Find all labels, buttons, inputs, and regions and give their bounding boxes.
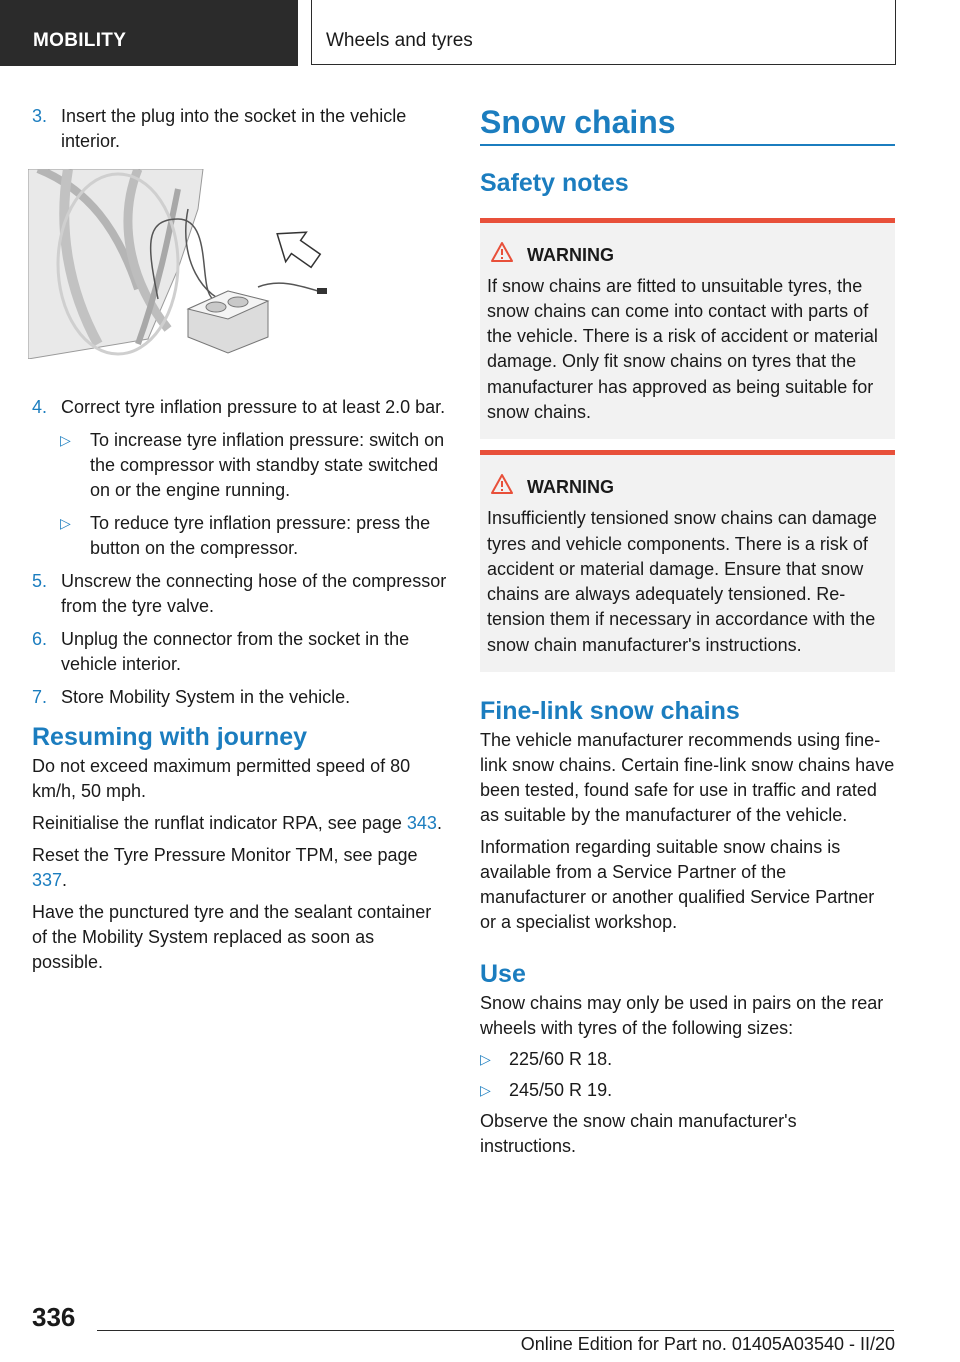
fine-link-heading: Fine-link snow chains xyxy=(480,697,740,726)
resume-paragraph-4: Have the punctured tyre and the sealant container of the Mobility System replaced as soon as possible. xyxy=(32,902,432,972)
step-number: 7. xyxy=(32,687,48,707)
resume-paragraph-3: Reset the Tyre Pressure Monitor TPM, see page 337. xyxy=(32,845,418,890)
warning-text: If snow chains are fitted to unsuitable tyres, the snow chains can come into contact with parts of the vehicle. There is a risk of accident or material damage. Only fit snow chains on tyres that the manufacturer has approved as being suitable for snow chains. xyxy=(487,275,878,422)
warning-label: WARNING xyxy=(527,477,614,498)
triangle-bullet-icon: ▷ xyxy=(480,1082,491,1099)
warning-title xyxy=(527,475,889,500)
step-6 xyxy=(32,627,450,677)
fine-link-paragraph-1: The vehicle manufacturer recommends using fine-link snow chains. Certain fine-link snow chains have been tested, found safe for use in traffic and rated as suitable by the manufacturer of the vehicle. xyxy=(480,730,895,826)
warning-label: WARNING xyxy=(527,244,614,265)
paragraph-text: Reinitialise the runflat indicator RPA, see page xyxy=(32,813,402,833)
triangle-bullet-icon: ▷ xyxy=(480,1051,491,1068)
step-5 xyxy=(32,569,450,619)
warning-box-2 xyxy=(480,450,895,672)
page-343-link[interactable]: 343 xyxy=(406,813,437,833)
resume-heading: Resuming with journey xyxy=(32,723,308,751)
size-text: 245/50 R 19. xyxy=(509,1080,613,1101)
footer-rule xyxy=(97,1330,894,1331)
warning-title xyxy=(527,243,889,268)
size-item-1 xyxy=(480,1047,895,1072)
bullet-text: To reduce tyre inflation pressure: press the button on the compressor. xyxy=(90,513,431,558)
compressor-illustration xyxy=(28,169,328,359)
use-heading: Use xyxy=(480,960,526,989)
step-number: 5. xyxy=(32,571,48,591)
bullet-text: To increase tyre inflation pressure: switch on the compressor with standby state switched on or the engine running. xyxy=(90,430,445,500)
step-text: Unplug the connector from the socket in the vehicle interior. xyxy=(61,629,410,674)
chapter-tab xyxy=(311,0,896,65)
warning-box-1 xyxy=(480,218,895,440)
triangle-bullet-icon: ▷ xyxy=(60,432,71,448)
step-text: Unscrew the connecting hose of the compressor from the tyre valve. xyxy=(61,571,447,616)
title-rule xyxy=(480,144,895,146)
warning-triangle-icon xyxy=(490,473,514,495)
use-paragraph-1: Snow chains may only be used in pairs on the rear wheels with tyres of the following sizes: xyxy=(480,993,884,1039)
use-paragraph-2: Observe the snow chain manufacturer's instructions. xyxy=(480,1111,797,1157)
page-number: 336 xyxy=(32,1302,76,1332)
step-text: Insert the plug into the socket in the vehicle interior. xyxy=(61,106,407,151)
resume-paragraph-2: Reinitialise the runflat indicator RPA, see page 343. xyxy=(32,813,442,833)
page-title: Snow chains xyxy=(480,104,676,140)
step-number: 3. xyxy=(32,106,48,126)
triangle-bullet-icon: ▷ xyxy=(60,515,71,531)
step-number: 6. xyxy=(32,629,48,649)
chapter-label: Wheels and tyres xyxy=(326,30,473,51)
page-337-link[interactable]: 337 xyxy=(32,870,63,890)
warning-triangle-icon xyxy=(490,241,514,263)
step-text: Store Mobility System in the vehicle. xyxy=(61,687,351,707)
step-4 xyxy=(32,395,450,420)
size-text: 225/60 R 18. xyxy=(509,1049,613,1070)
right-column xyxy=(480,100,895,1159)
fine-link-paragraph-2: Information regarding suitable snow chains is available from a Service Partner of the manufacturer or another qualified Service Partner or a specialist workshop. xyxy=(480,837,875,933)
resume-paragraph-1: Do not exceed maximum permitted speed of 80 km/h, 50 mph. xyxy=(32,756,411,801)
step-text: Correct tyre inflation pressure to at least 2.0 bar. xyxy=(61,397,446,417)
size-item-2 xyxy=(480,1078,895,1103)
section-tab xyxy=(0,0,298,66)
step-number: 4. xyxy=(32,397,48,417)
step-4-bullet-1 xyxy=(32,428,450,503)
step-4-bullet-2 xyxy=(32,511,450,561)
step-3 xyxy=(32,104,450,154)
step-7 xyxy=(32,685,450,710)
warning-text: Insufficiently tensioned snow chains can damage tyres and vehicle components. There is a risk of accident or material damage. Ensure that snow chains are always adequately tensioned. Re-tension them if necessary in accordance with the snow chain manufacturer's instructions. xyxy=(487,508,877,655)
section-label: MOBILITY xyxy=(33,30,127,51)
edition-text: Online Edition for Part no. 01405A03540 - II/20 xyxy=(520,1334,895,1354)
safety-heading: Safety notes xyxy=(480,168,629,197)
paragraph-text: Reset the Tyre Pressure Monitor TPM, see page xyxy=(32,845,418,865)
left-column xyxy=(32,104,450,975)
